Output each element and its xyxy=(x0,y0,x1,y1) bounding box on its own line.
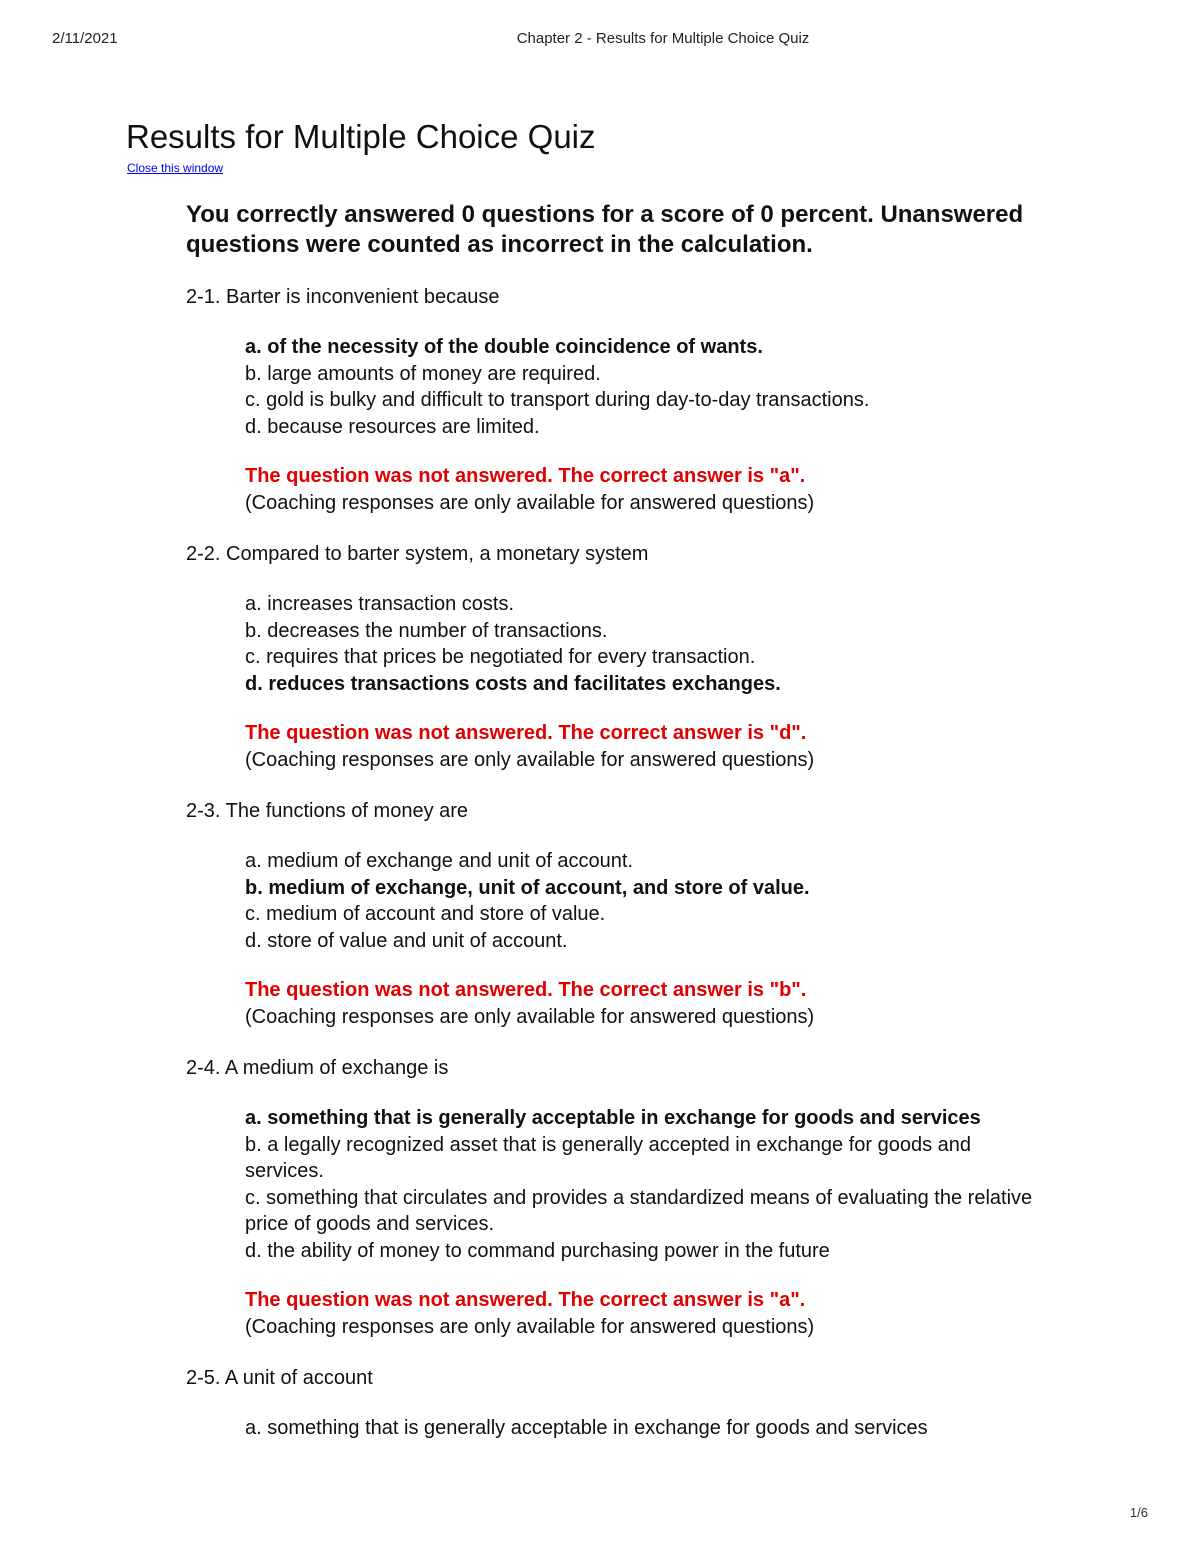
question-list xyxy=(186,284,1086,1467)
print-doc-title: Chapter 2 - Results for Multiple Choice Quiz xyxy=(516,30,810,47)
question-prompt xyxy=(186,1365,1086,1391)
choice-list xyxy=(245,591,1035,697)
choice-text: requires that prices be negotiated for every transaction. xyxy=(266,646,756,668)
choice xyxy=(245,644,1035,671)
choice xyxy=(245,1415,1035,1442)
choice xyxy=(245,591,1035,618)
choice-text: increases transaction costs. xyxy=(267,593,515,615)
choice-text: the ability of money to command purchasing power in the future xyxy=(267,1239,830,1262)
choice-text: store of value and unit of account. xyxy=(267,929,568,952)
question-prompt xyxy=(186,798,1086,824)
choice-letter: a . xyxy=(245,850,267,872)
coaching-note: (Coaching responses are only available for answered questions) xyxy=(245,491,815,514)
question-2-1 xyxy=(186,284,1086,516)
choice xyxy=(245,361,1035,388)
choice-letter: b . xyxy=(245,1134,267,1156)
choice xyxy=(245,387,1035,414)
question-text: Compared to barter system, a monetary system xyxy=(226,543,649,565)
choice-correct xyxy=(245,875,1035,902)
question-2-5 xyxy=(186,1365,1086,1442)
choice xyxy=(245,901,1035,928)
choice-letter: d . xyxy=(245,930,267,952)
choice-list xyxy=(245,334,1035,440)
choice-letter: b . xyxy=(245,620,267,642)
result-message: The question was not answered. The correct answer is "a". xyxy=(245,1289,806,1311)
question-text: The functions of money are xyxy=(225,800,469,822)
choice-text: of the necessity of the double coincidence of wants. xyxy=(267,336,763,358)
choice-text: gold is bulky and difficult to transport during day-to-day transactions. xyxy=(266,389,870,411)
choice-letter: c . xyxy=(245,903,266,925)
choice xyxy=(245,848,1035,875)
question-text: A unit of account xyxy=(224,1367,373,1389)
question-prompt xyxy=(186,541,1086,567)
result-message: The question was not answered. The correct answer is "a". xyxy=(245,465,806,487)
choice xyxy=(245,928,1035,955)
page-title: Results for Multiple Choice Quiz xyxy=(126,118,596,155)
choice-text: medium of account and store of value. xyxy=(266,903,606,925)
choice-text: medium of exchange and unit of account. xyxy=(267,850,634,872)
choice-letter: a . xyxy=(245,1417,267,1439)
choice-correct xyxy=(245,1105,1035,1132)
result-message: The question was not answered. The correct answer is "d". xyxy=(245,722,807,744)
choice-letter: a . xyxy=(245,593,267,615)
close-window-link[interactable]: Close this window xyxy=(127,161,224,175)
question-number: 2-5 . xyxy=(186,1367,225,1389)
choice-correct xyxy=(245,671,1035,698)
print-date: 2/11/2021 xyxy=(52,30,118,47)
choice-list xyxy=(245,1105,1035,1264)
choice-letter: a . xyxy=(245,336,267,358)
coaching-note: (Coaching responses are only available for answered questions) xyxy=(245,748,815,771)
choice-text: something that circulates and provides a standardized means of evaluating the relative price of goods and services. xyxy=(245,1186,1033,1235)
choice-correct xyxy=(245,334,1035,361)
question-2-3 xyxy=(186,798,1086,1030)
question-2-2 xyxy=(186,541,1086,773)
choice-list xyxy=(245,848,1035,954)
choice-letter: c . xyxy=(245,389,266,411)
choice-text: medium of exchange, unit of account, and store of value. xyxy=(268,876,810,899)
question-2-4 xyxy=(186,1055,1086,1340)
choice-text: large amounts of money are required. xyxy=(267,362,601,385)
question-number: 2-2 . xyxy=(186,543,226,565)
choice-list xyxy=(245,1415,1035,1442)
choice-letter: b . xyxy=(245,877,268,899)
choice-text: a legally recognized asset that is generally accepted in exchange for goods and services. xyxy=(245,1133,972,1182)
choice xyxy=(245,618,1035,645)
question-prompt xyxy=(186,284,1086,310)
coaching-note: (Coaching responses are only available for answered questions) xyxy=(245,1315,815,1338)
question-number: 2-3 . xyxy=(186,800,226,822)
choice xyxy=(245,1185,1035,1238)
choice-letter: a . xyxy=(245,1107,267,1129)
result-block xyxy=(245,720,1086,773)
question-prompt xyxy=(186,1055,1086,1081)
result-block xyxy=(245,1287,1086,1340)
choice xyxy=(245,414,1035,441)
coaching-note: (Coaching responses are only available for answered questions) xyxy=(245,1005,815,1028)
choice-text: something that is generally acceptable in exchange for goods and services xyxy=(267,1107,981,1129)
question-number: 2-1 . xyxy=(186,286,226,308)
result-block xyxy=(245,463,1086,516)
question-text: Barter is inconvenient because xyxy=(226,286,500,308)
choice-letter: d . xyxy=(245,673,268,695)
choice xyxy=(245,1132,1035,1185)
choice-letter: c . xyxy=(245,646,266,668)
choice xyxy=(245,1238,1035,1265)
question-number: 2-4 . xyxy=(186,1057,225,1079)
choice-letter: d . xyxy=(245,1240,267,1262)
choice-text: because resources are limited. xyxy=(267,415,540,438)
page-indicator: 1/6 xyxy=(1129,1505,1148,1520)
choice-text: decreases the number of transactions. xyxy=(267,619,608,642)
choice-text: reduces transactions costs and facilitates exchanges. xyxy=(268,672,781,695)
choice-text: something that is generally acceptable in exchange for goods and services xyxy=(267,1417,928,1439)
score-summary: You correctly answered 0 questions for a score of 0 percent. Unanswered questions were counted as incorrect in the calculation. xyxy=(186,201,1024,258)
result-block xyxy=(245,977,1086,1030)
choice-letter: b . xyxy=(245,363,267,385)
question-text: A medium of exchange is xyxy=(224,1057,449,1079)
choice-letter: c . xyxy=(245,1187,266,1209)
result-message: The question was not answered. The correct answer is "b". xyxy=(245,979,807,1001)
choice-letter: d . xyxy=(245,416,267,438)
